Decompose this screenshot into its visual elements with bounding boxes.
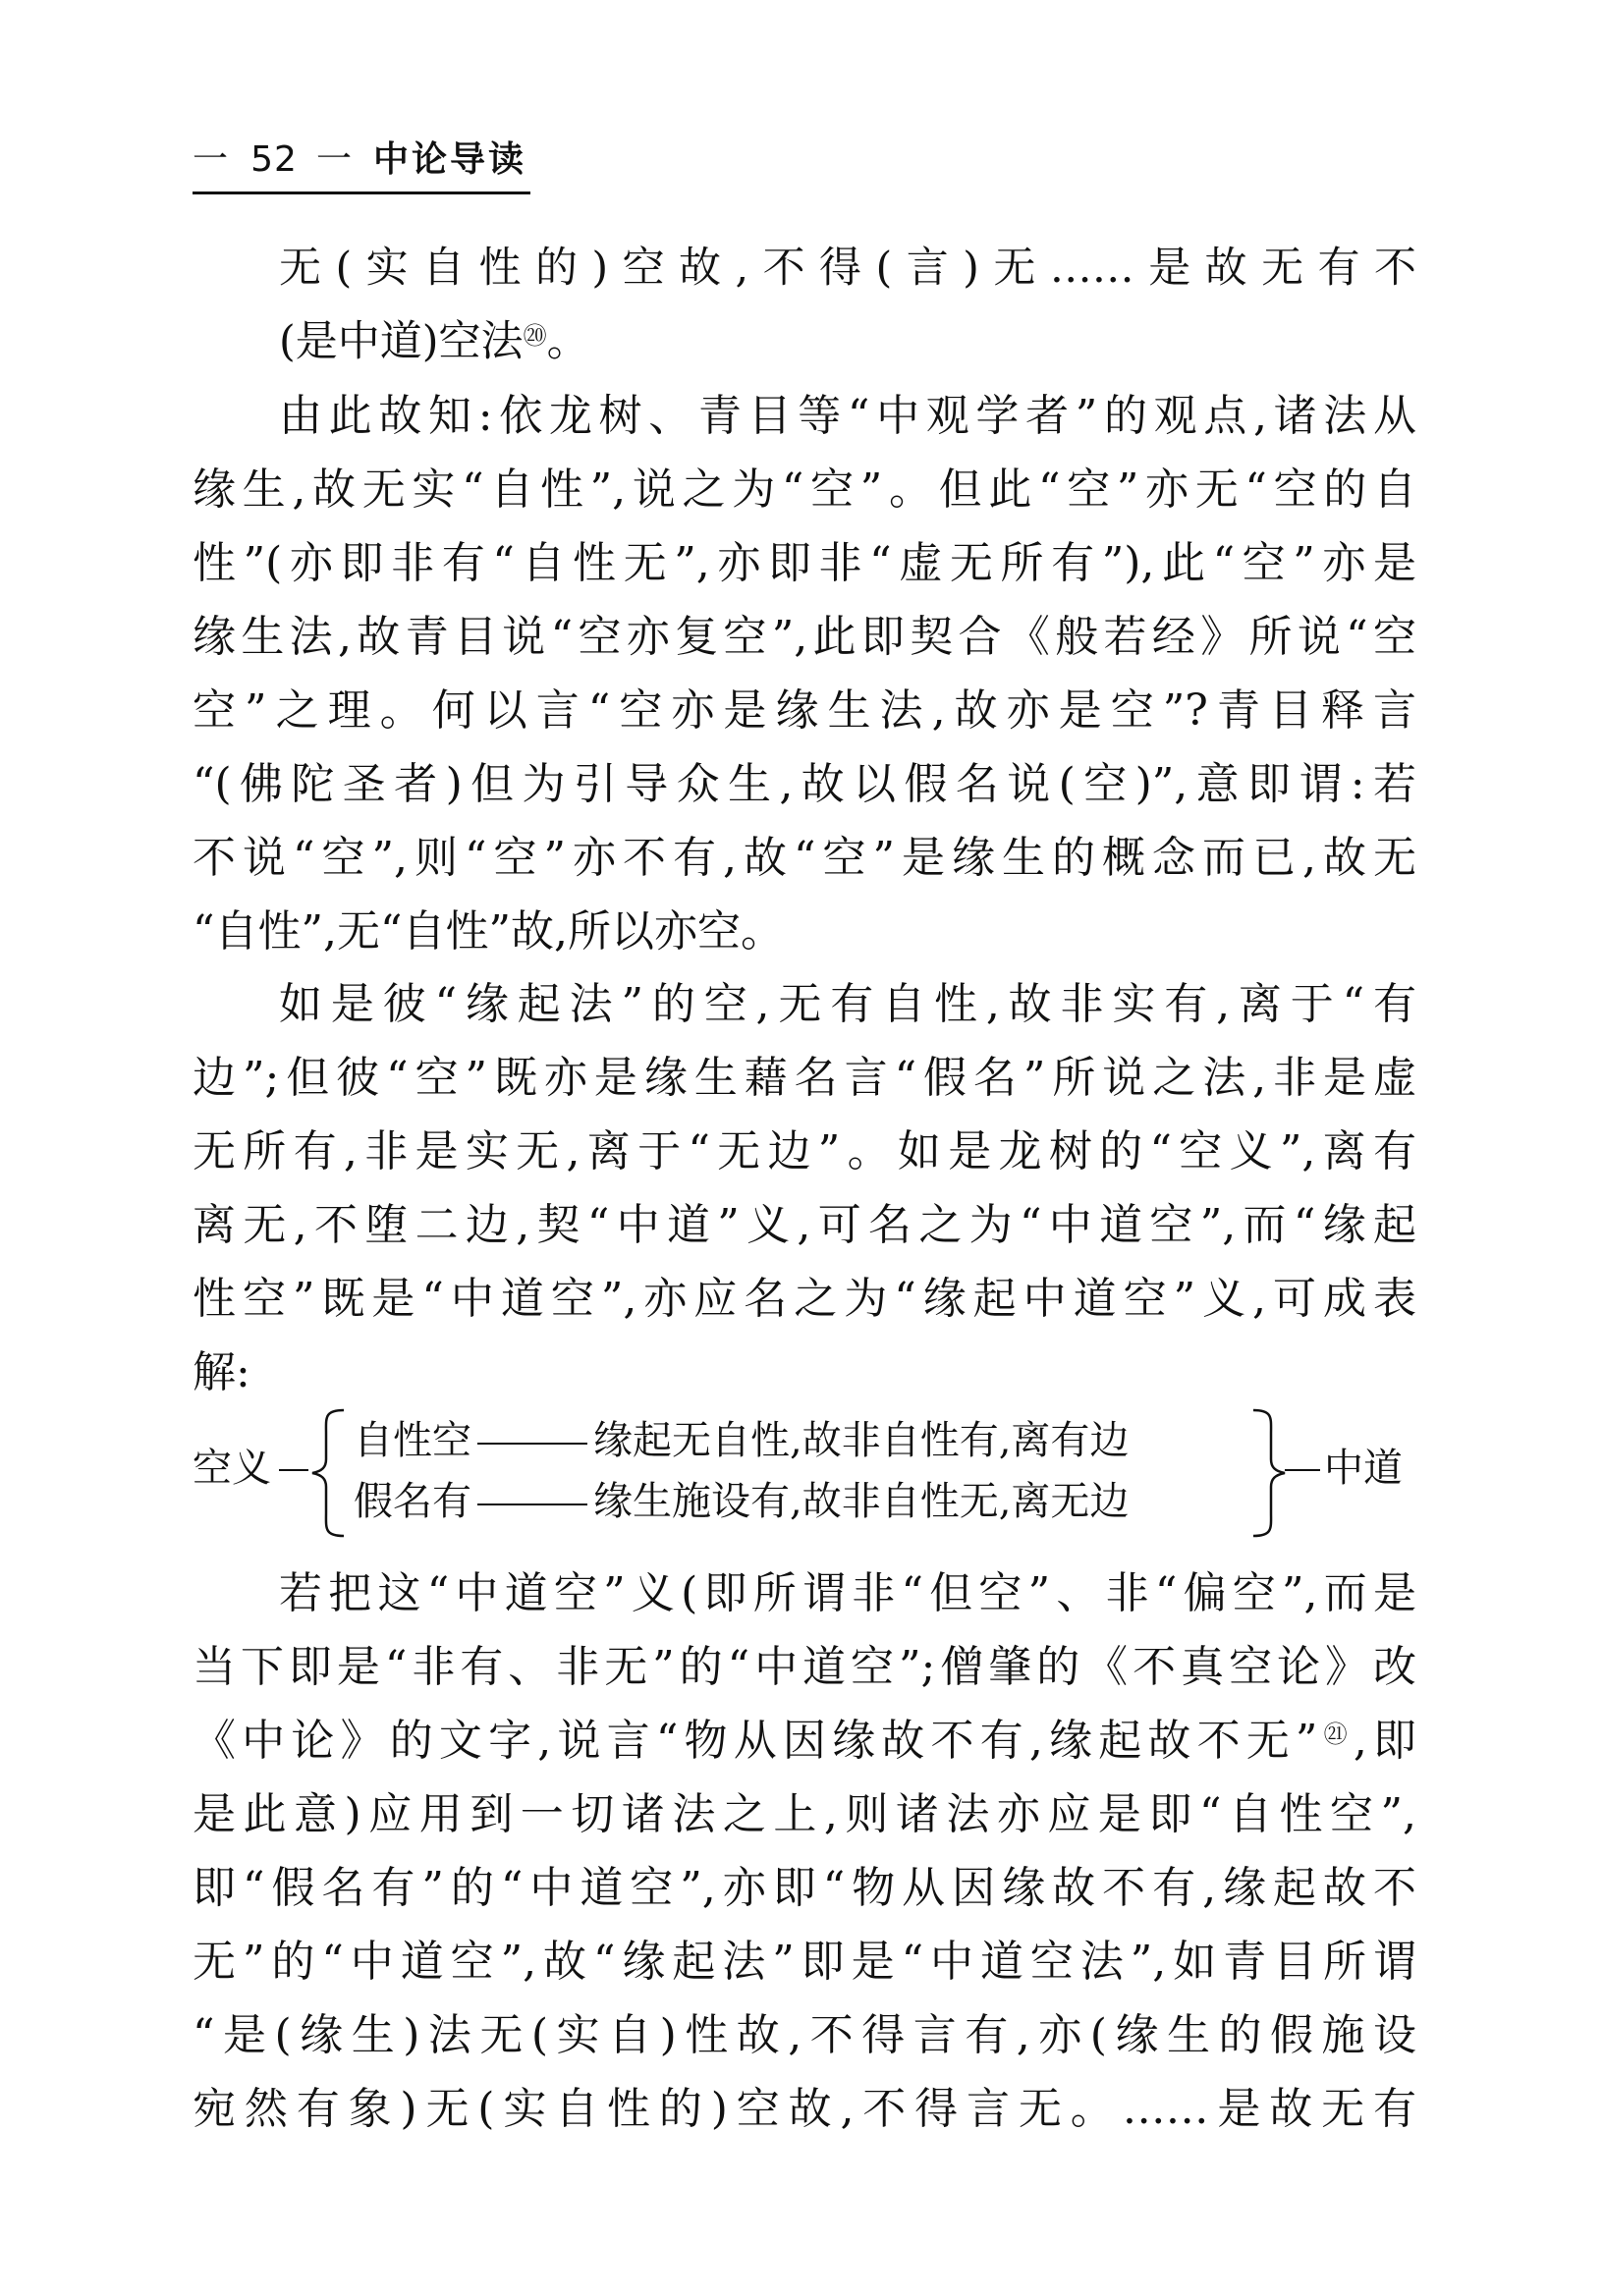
text-line: 性空”既是“中道空”,亦应名之为“缘起中道空”义,可成表 xyxy=(193,1274,1416,1324)
text-line: 《中论》的文字,说言“物从因缘故不有,缘起故不无”$^㉑$,即 xyxy=(193,1716,1416,1766)
paragraph-1 xyxy=(193,379,1416,968)
paragraph-2 xyxy=(193,967,1416,1409)
book-title: 中论导读 xyxy=(373,139,527,180)
diagram-row2-desc: 缘生施设有,故非自性无,离无边 xyxy=(593,1479,1130,1524)
text-line: 若把这“中道空”义(即所谓非“但空”、非“偏空”,而是 xyxy=(279,1568,1416,1618)
diagram-left-label: 空义 xyxy=(193,1446,271,1491)
diagram-row1-dash xyxy=(477,1443,587,1445)
diagram-row1-term: 自性空 xyxy=(354,1418,471,1463)
left-brace-icon xyxy=(295,1404,354,1542)
text-line: 宛然有象)无(实自性的)空故,不得言无。……是故无有 xyxy=(193,2084,1416,2134)
text-line: 是此意)应用到一切诸法之上,则诸法亦应是即“自性空”, xyxy=(193,1789,1416,1839)
text-line: 如是彼“缘起法”的空,无有自性,故非实有,离于“有 xyxy=(279,979,1416,1029)
header-dash-left: 一 xyxy=(193,139,230,180)
diagram-connector-right xyxy=(1285,1469,1320,1471)
quote-line: (是中道)空法⑳。 xyxy=(279,317,589,366)
text-line: 无所有,非是实无,离于“无边”。如是龙树的“空义”,离有 xyxy=(193,1126,1416,1176)
text-line: 缘生,故无实“自性”,说之为“空”。但此“空”亦无“空的自 xyxy=(193,465,1416,515)
text-line: 离无,不堕二边,契“中道”义,可名之为“中道空”,而“缘起 xyxy=(193,1200,1416,1250)
text-line: 缘生法,故青目说“空亦复空”,此即契合《般若经》所说“空 xyxy=(193,612,1416,662)
header-dash-right: 一 xyxy=(316,139,354,180)
header-rule xyxy=(193,191,530,194)
paragraph-3 xyxy=(193,1557,1416,2146)
concept-diagram xyxy=(193,1404,1416,1542)
diagram-result: 中道 xyxy=(1324,1446,1403,1491)
text-line: 边”;但彼“空”既亦是缘生藉名言“假名”所说之法,非是虚 xyxy=(193,1053,1416,1103)
text-line: 解: xyxy=(193,1347,250,1397)
text-line: “(佛陀圣者)但为引导众生,故以假名说(空)”,意即谓:若 xyxy=(193,759,1416,809)
page-number: 52 xyxy=(250,139,298,180)
text-line: 无”的“中道空”,故“缘起法”即是“中道空法”,如青目所谓 xyxy=(193,1937,1416,1987)
text-line: “自性”,无“自性”故,所以亦空。 xyxy=(193,906,784,957)
right-brace-icon xyxy=(1244,1404,1302,1542)
text-line: “是(缘生)法无(实自)性故,不得言有,亦(缘生的假施设 xyxy=(193,2010,1416,2060)
footnote-ref: ⑳ xyxy=(523,322,547,350)
footnote-ref: ㉑ xyxy=(1317,1721,1354,1748)
diagram-row-2 xyxy=(354,1473,1129,1530)
text-line: 不说“空”,则“空”亦不有,故“空”是缘生的概念而已,故无 xyxy=(193,833,1417,883)
diagram-row2-term: 假名有 xyxy=(354,1479,471,1524)
quote-line: 无(实自性的)空故,不得(言)无……是故无有不 xyxy=(279,244,1416,293)
text-line: 空”之理。何以言“空亦是缘生法,故亦是空”?青目释言 xyxy=(193,685,1416,736)
block-quote xyxy=(193,232,1416,379)
diagram-row2-dash xyxy=(477,1503,587,1505)
diagram-row-1 xyxy=(354,1412,1129,1469)
text-line: 由此故知:依龙树、青目等“中观学者”的观点,诸法从 xyxy=(279,391,1416,441)
text-line: 当下即是“非有、非无”的“中道空”;僧肇的《不真空论》改 xyxy=(193,1642,1416,1692)
running-header xyxy=(193,136,526,194)
text-line: 即“假名有”的“中道空”,亦即“物从因缘故不有,缘起故不 xyxy=(193,1863,1416,1913)
text-line: 性”(亦即非有“自性无”,亦即非“虚无所有”),此“空”亦是 xyxy=(193,538,1416,588)
diagram-row1-desc: 缘起无自性,故非自性有,离有边 xyxy=(593,1418,1130,1463)
